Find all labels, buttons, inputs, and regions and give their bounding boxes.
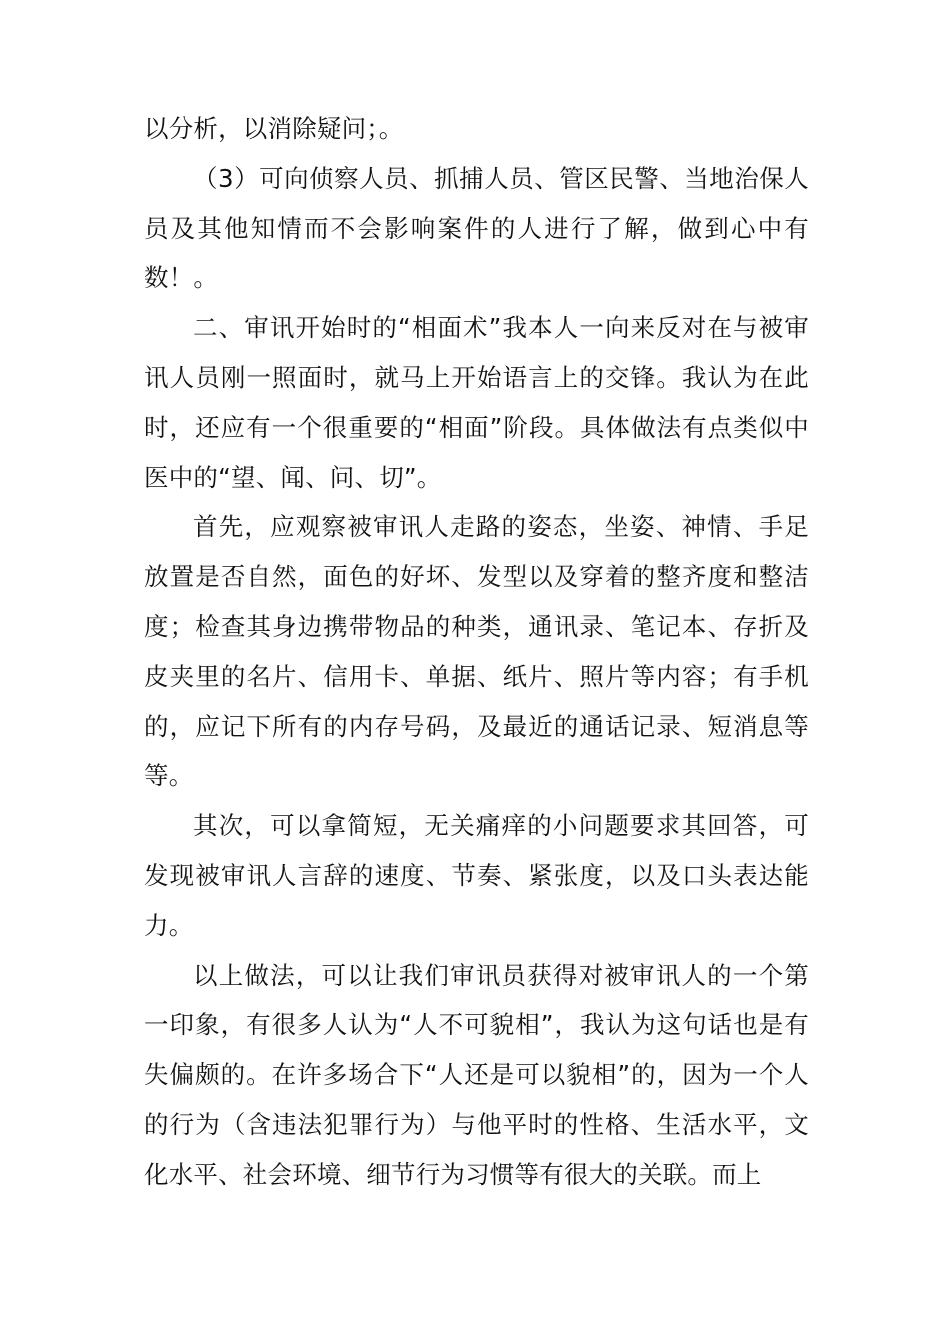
paragraph: （3）可向侦察人员、抓捕人员、管区民警、当地治保人员及其他知情而不会影响案件的人进行了解，做到心中有数！。 [144,163,809,293]
paragraph: 以分析，以消除疑问；。 [144,114,404,143]
paragraph: 二、审讯开始时的“相面术”我本人一向来反对在与被审讯人员刚一照面时，就马上开始语言上的交锋。我认为在此时，还应有一个很重要的“相面”阶段。具体做法有点类似中医中的“望、闻、问、切”。 [144,313,809,492]
paragraph: 首先，应观察被审讯人走路的姿态，坐姿、神情、手足放置是否自然，面色的好坏、发型以及穿着的整齐度和整洁度；检查其身边携带物品的种类，通讯录、笔记本、存折及皮夹里的名片、信用卡、单据、纸片、照片等内容；有手机的，应记下所有的内存号码，及最近的通话记录、短消息等等。 [144,512,809,791]
paragraph: 以上做法，可以让我们审讯员获得对被审讯人的一个第一印象，有很多人认为“人不可貌相”，我认为这句话也是有失偏颇的。在许多场合下“人还是可以貌相”的，因为一个人的行为（含违法犯罪行为）与他平时的性格、生活水平，文化水平、社会环境、细节行为习惯等有很大的关联。而上 [144,960,809,1189]
paragraph: 其次，可以拿简短，无关痛痒的小问题要求其回答，可发现被审讯人言辞的速度、节奏、紧张度，以及口头表达能力。 [144,811,809,940]
document-body [144,104,809,1200]
